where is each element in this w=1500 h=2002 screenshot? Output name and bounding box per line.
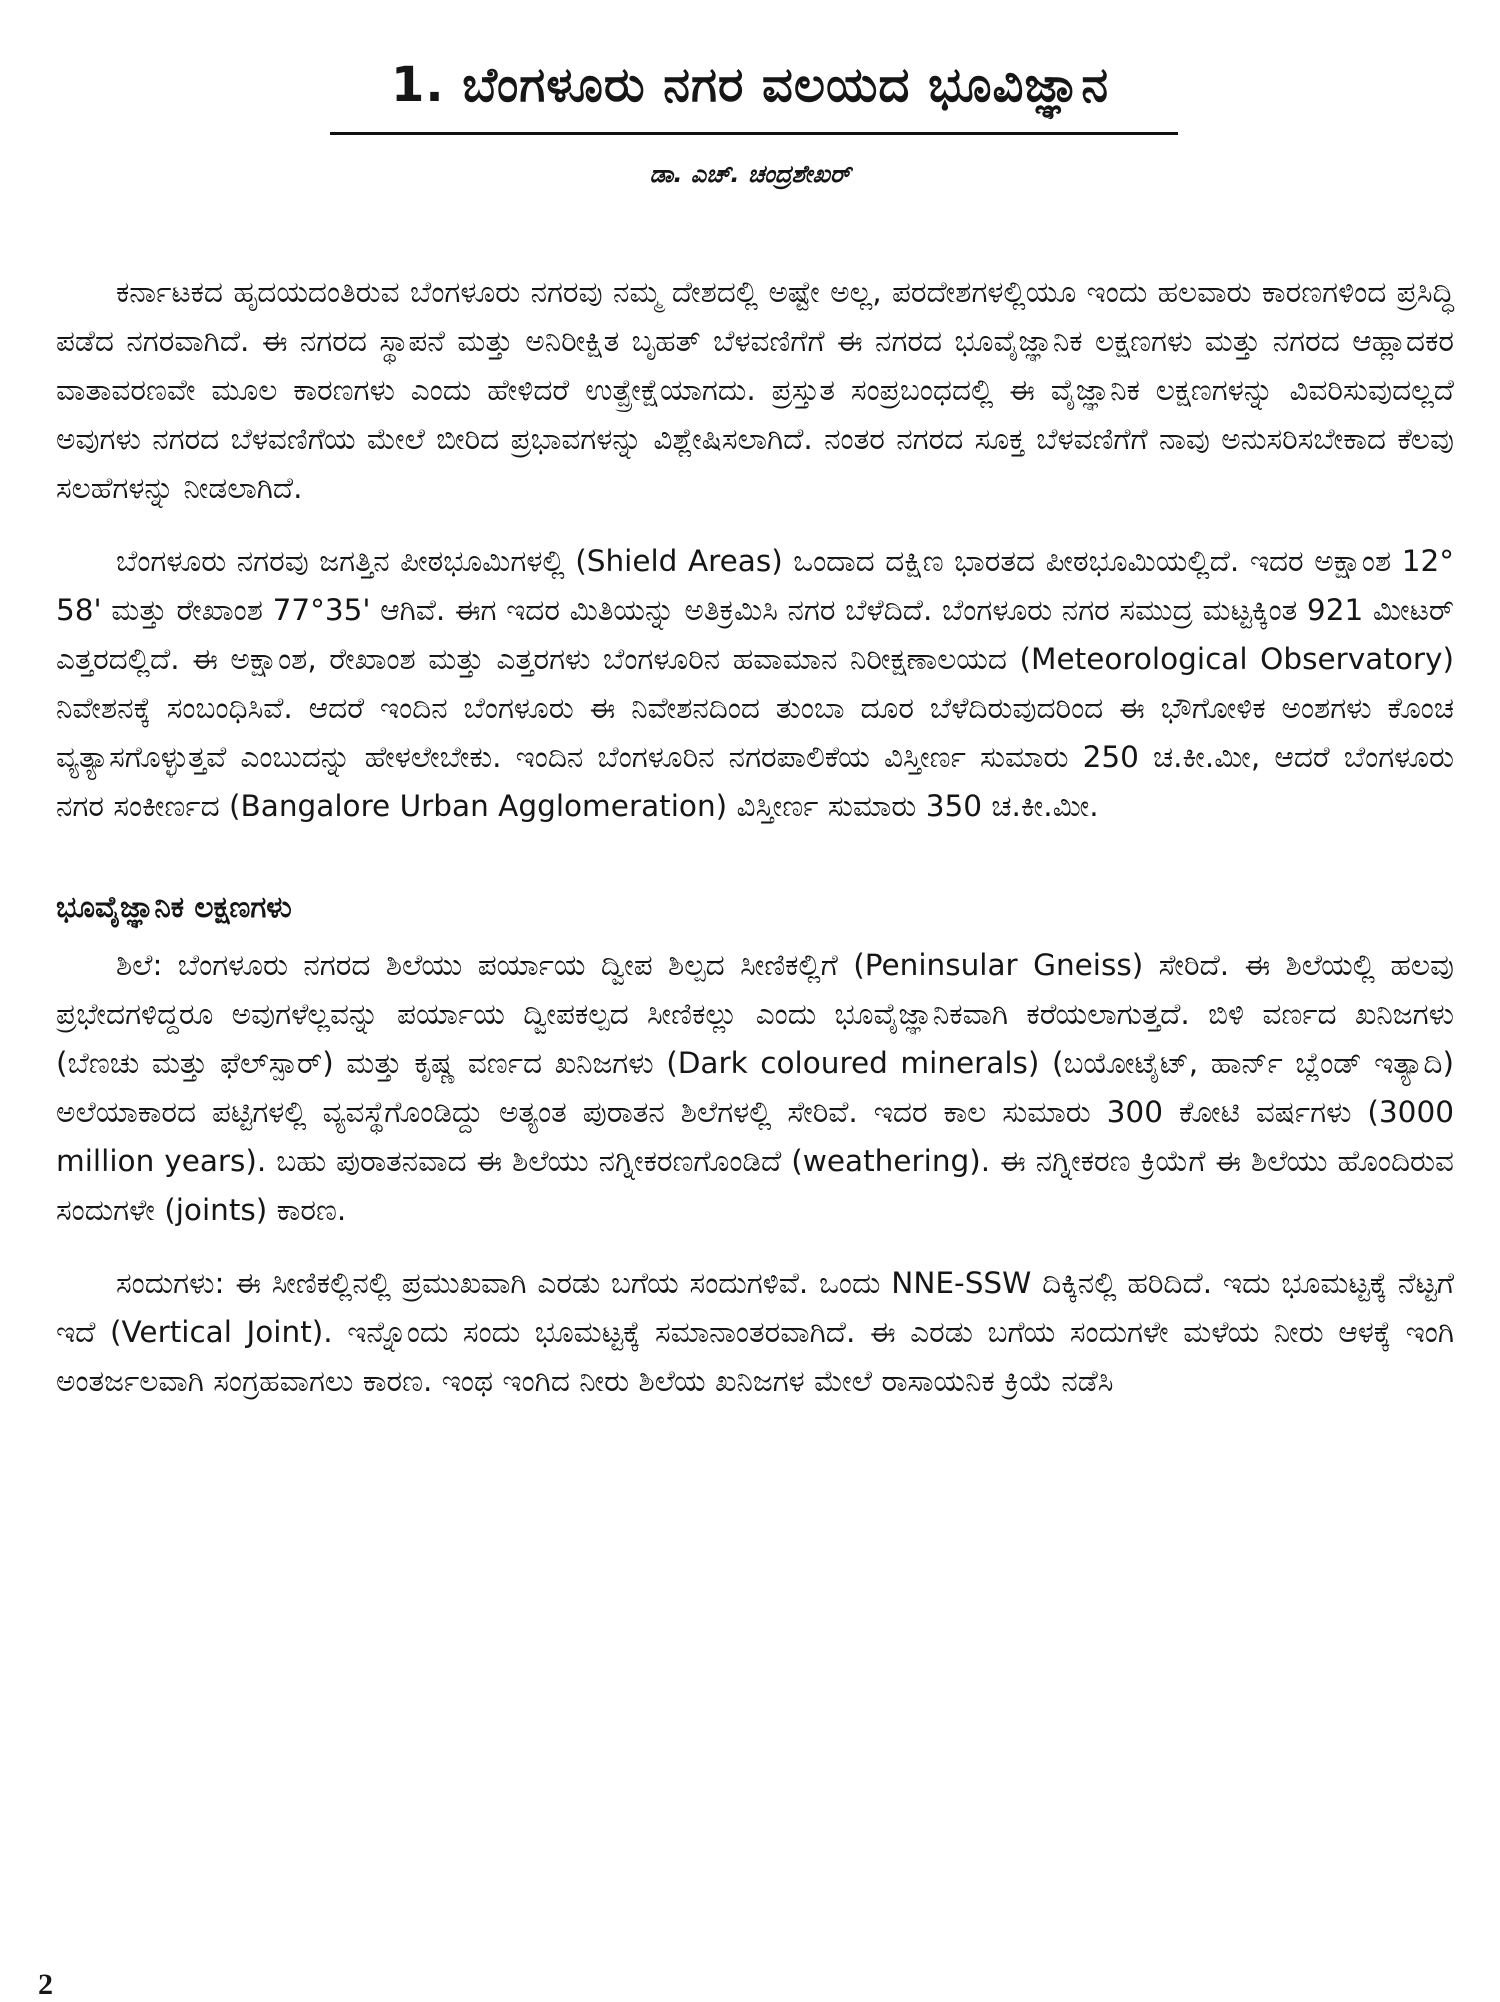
paragraph-location: ಬೆಂಗಳೂರು ನಗರವು ಜಗತ್ತಿನ ಪೀಠಭೂಮಿಗಳಲ್ಲಿ (Shield Areas) ಒಂದಾದ ದಕ್ಷಿಣ ಭಾರತದ ಪೀಠಭೂಮಿಯಲ್ಲಿದೆ. ಇದರ ಅಕ್ಷಾಂಶ 12° 58' ಮತ್ತು ರೇಖಾಂಶ 77°35' ಆಗಿವೆ. ಈಗ ಇದರ ಮಿತಿಯನ್ನು ಅತಿಕ್ರಮಿಸಿ ನಗರ ಬೆಳೆದಿದೆ. ಬೆಂಗಳೂರು ನಗರ ಸಮುದ್ರ ಮಟ್ಟಕ್ಕಿಂತ 921 ಮೀಟರ್ ಎತ್ತರದಲ್ಲಿದೆ. ಈ ಅಕ್ಷಾಂಶ, ರೇಖಾಂಶ ಮತ್ತು ಎತ್ತರಗಳು ಬೆಂಗಳೂರಿನ ಹವಾಮಾನ ನಿರೀಕ್ಷಣಾಲಯದ (Meteorological Observatory) ನಿವೇಶನಕ್ಕೆ ಸಂಬಂಧಿಸಿವೆ. ಆದರೆ ಇಂದಿನ ಬೆಂಗಳೂರು ಈ ನಿವೇಶನದಿಂದ ತುಂಬಾ ದೂರ ಬೆಳೆದಿರುವುದರಿಂದ ಈ ಭೌಗೋಳಿಕ ಅಂಶಗಳು ಕೊಂಚ ವ್ಯತ್ಯಾಸಗೊಳ್ಳುತ್ತವೆ ಎಂಬುದನ್ನು ಹೇಳಲೇಬೇಕು. ಇಂದಿನ ಬೆಂಗಳೂರಿನ ನಗರಪಾಲಿಕೆಯ ವಿಸ್ತೀರ್ಣ ಸುಮಾರು 250 ಚ.ಕೀ.ಮೀ, ಆದರೆ ಬೆಂಗಳೂರು ನಗರ ಸಂಕೀರ್ಣದ (Bangalore Urban Agglomeration) ವಿಸ್ತೀರ್ಣ ಸುಮಾರು 350 ಚ.ಕೀ.ಮೀ. [56, 544, 1454, 823]
page-number: 2 [38, 1968, 53, 2001]
paragraph-intro: ಕರ್ನಾಟಕದ ಹೃದಯದಂತಿರುವ ಬೆಂಗಳೂರು ನಗರವು ನಮ್ಮ ದೇಶದಲ್ಲಿ ಅಷ್ಟೇ ಅಲ್ಲ, ಪರದೇಶಗಳಲ್ಲಿಯೂ ಇಂದು ಹಲವಾರು ಕಾರಣಗಳಿಂದ ಪ್ರಸಿದ್ಧಿ ಪಡೆದ ನಗರವಾಗಿದೆ. ಈ ನಗರದ ಸ್ಥಾಪನೆ ಮತ್ತು ಅನಿರೀಕ್ಷಿತ ಬೃಹತ್ ಬೆಳವಣಿಗೆಗೆ ಈ ನಗರದ ಭೂವೈಜ್ಞಾನಿಕ ಲಕ್ಷಣಗಳು ಮತ್ತು ನಗರದ ಆಹ್ಲಾದಕರ ವಾತಾವರಣವೇ ಮೂಲ ಕಾರಣಗಳು ಎಂದು ಹೇಳಿದರೆ ಉತ್ಪ್ರೇಕ್ಷೆಯಾಗದು. ಪ್ರಸ್ತುತ ಸಂಪ್ರಬಂಧದಲ್ಲಿ ಈ ವೈಜ್ಞಾನಿಕ ಲಕ್ಷಣಗಳನ್ನು ವಿವರಿಸುವುದಲ್ಲದೆ ಅವುಗಳು ನಗರದ ಬೆಳವಣಿಗೆಯ ಮೇಲೆ ಬೀರಿದ ಪ್ರಭಾವಗಳನ್ನು ವಿಶ್ಲೇಷಿಸಲಾಗಿದೆ. ನಂತರ ನಗರದ ಸೂಕ್ತ ಬೆಳವಣಿಗೆಗೆ ನಾವು ಅನುಸರಿಸಬೇಕಾದ ಕೆಲವು ಸಲಹೆಗಳನ್ನು ನೀಡಲಾಗಿದೆ. [56, 275, 1454, 505]
section-heading: ಭೂವೈಜ್ಞಾನಿಕ ಲಕ್ಷಣಗಳು [56, 890, 292, 924]
chapter-title: 1. ಬೆಂಗಳೂರು ನಗರ ವಲಯದ ಭೂವಿಜ್ಞಾನ [390, 57, 1110, 113]
title-block [0, 58, 1500, 123]
title-underline [330, 132, 1178, 135]
author-name: ಡಾ. ಎಚ್. ಚಂದ್ರಶೇಖರ್ [649, 160, 851, 188]
paragraph-joints: ಸಂದುಗಳು: ಈ ಸೀಣಿಕಲ್ಲಿನಲ್ಲಿ ಪ್ರಮುಖವಾಗಿ ಎರಡು ಬಗೆಯ ಸಂದುಗಳಿವೆ. ಒಂದು NNE-SSW ದಿಕ್ಕಿನಲ್ಲಿ ಹರಿದಿದೆ. ಇದು ಭೂಮಟ್ಟಕ್ಕೆ ನೆಟ್ಟಗೆ ಇದೆ (Vertical Joint). ಇನ್ನೊಂದು ಸಂದು ಭೂಮಟ್ಟಕ್ಕೆ ಸಮಾನಾಂತರವಾಗಿದೆ. ಈ ಎರಡು ಬಗೆಯ ಸಂದುಗಳೇ ಮಳೆಯ ನೀರು ಆಳಕ್ಕೆ ಇಂಗಿ ಅಂತರ್ಜಲವಾಗಿ ಸಂಗ್ರಹವಾಗಲು ಕಾರಣ. ಇಂಥ ಇಂಗಿದ ನೀರು ಶಿಲೆಯ ಖನಿಜಗಳ ಮೇಲೆ ರಾಸಾಯನಿಕ ಕ್ರಿಯೆ ನಡೆಸಿ [56, 1266, 1454, 1398]
paragraph-rock: ಶಿಲೆ: ಬೆಂಗಳೂರು ನಗರದ ಶಿಲೆಯು ಪರ್ಯಾಯ ದ್ವೀಪ ಶಿಲ್ಪದ ಸೀಣಿಕಲ್ಲಿಗೆ (Peninsular Gneiss) ಸೇರಿದೆ. ಈ ಶಿಲೆಯಲ್ಲಿ ಹಲವು ಪ್ರಭೇದಗಳಿದ್ದರೂ ಅವುಗಳೆಲ್ಲವನ್ನು ಪರ್ಯಾಯ ದ್ವೀಪಕಲ್ಪದ ಸೀಣಿಕಲ್ಲು ಎಂದು ಭೂವೈಜ್ಞಾನಿಕವಾಗಿ ಕರೆಯಲಾಗುತ್ತದೆ. ಬಿಳಿ ವರ್ಣದ ಖನಿಜಗಳು (ಬೆಣಚು ಮತ್ತು ಫೆಲ್‌ಸ್ಪಾರ್) ಮತ್ತು ಕೃಷ್ಣ ವರ್ಣದ ಖನಿಜಗಳು (Dark coloured minerals) (ಬಯೋಟೈಟ್, ಹಾರ್ನ್ ಬ್ಲೆಂಡ್ ಇತ್ಯಾದಿ) ಅಲೆಯಾಕಾರದ ಪಟ್ಟಿಗಳಲ್ಲಿ ವ್ಯವಸ್ಥೆಗೊಂಡಿದ್ದು ಅತ್ಯಂತ ಪುರಾತನ ಶಿಲೆಗಳಲ್ಲಿ ಸೇರಿವೆ. ಇದರ ಕಾಲ ಸುಮಾರು 300 ಕೋಟಿ ವರ್ಷಗಳು (3000 million years). ಬಹು ಪುರಾತನವಾದ ಈ ಶಿಲೆಯು ನಗ್ನೀಕರಣಗೊಂಡಿದೆ (weathering). ಈ ನಗ್ನೀಕರಣ ಕ್ರಿಯೆಗೆ ಈ ಶಿಲೆಯು ಹೊಂದಿರುವ ಸಂದುಗಳೇ (joints) ಕಾರಣ. [56, 948, 1454, 1227]
body-text [56, 268, 1454, 1406]
